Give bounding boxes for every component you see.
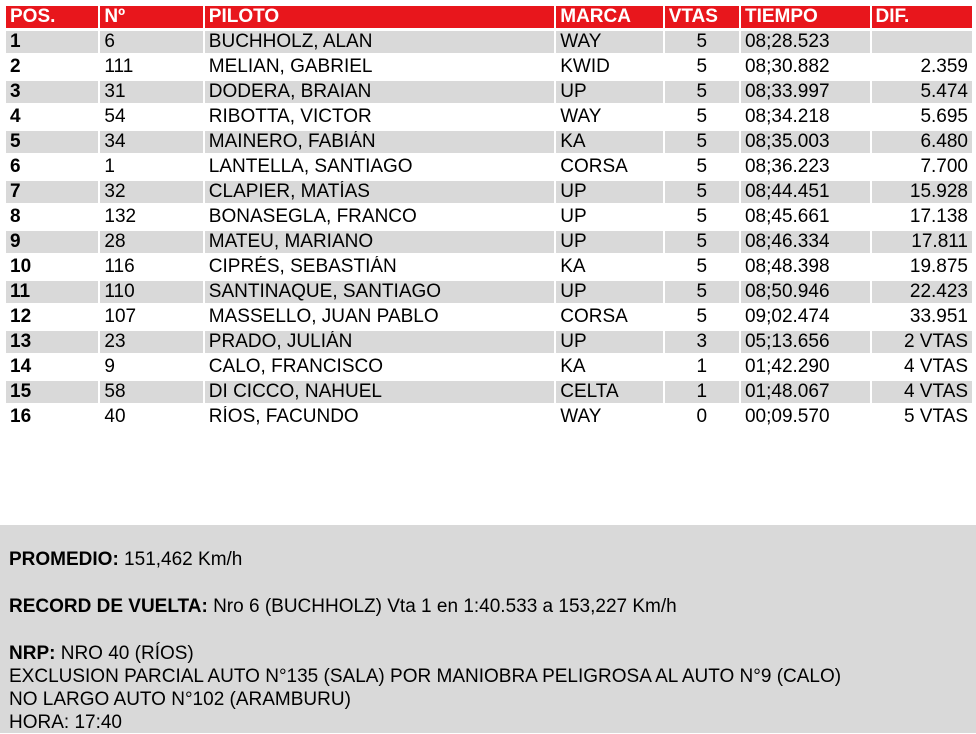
cell-vtas: 3 [665,331,739,353]
cell-pos: 14 [10,356,32,377]
cell-pos: 3 [6,81,98,103]
cell-piloto: BONASEGLA, FRANCO [208,206,417,227]
cell-vtas: 5 [696,206,708,227]
cell-vtas: 5 [696,106,708,127]
cell-vtas: 5 [665,81,739,103]
cell-marca: UP [556,181,662,203]
hora-line: HORA: 17:40 [9,712,122,733]
cell-vtas: 5 [665,231,739,253]
cell-dif: 4 VTAS [903,356,968,377]
cell-dif: 22.423 [872,281,972,303]
cell-piloto: RÍOS, FACUNDO [208,406,359,427]
cell-num: 34 [100,131,202,153]
cell-piloto: SANTINAQUE, SANTIAGO [205,281,554,303]
cell-dif: 33.951 [909,306,968,327]
cell-piloto: PRADO, JULIÁN [205,331,554,353]
cell-pos: 11 [6,281,98,303]
table-row [6,106,972,128]
cell-dif: 4 VTAS [872,381,972,403]
cell-vtas: 0 [696,406,708,427]
cell-dif: 17.811 [872,231,972,253]
cell-pos: 6 [10,156,21,177]
cell-num: 116 [104,256,135,277]
cell-pos: 9 [6,231,98,253]
results-body [6,31,972,428]
cell-piloto: MATEU, MARIANO [205,231,554,253]
no-largo-line: NO LARGO AUTO N°102 (ARAMBURU) [9,689,351,710]
cell-dif: 5.695 [920,106,968,127]
cell-tiempo: 08;44.451 [741,181,870,203]
cell-vtas: 5 [696,56,708,77]
cell-marca: WAY [560,106,602,127]
cell-vtas: 5 [696,256,708,277]
cell-tiempo: 08;50.946 [741,281,870,303]
cell-piloto: DODERA, BRAIAN [205,81,554,103]
cell-piloto: MASSELLO, JUAN PABLO [208,306,439,327]
cell-dif: 19.875 [909,256,968,277]
cell-pos: 1 [6,31,98,53]
cell-tiempo: 08;46.334 [741,231,870,253]
cell-num: 54 [104,106,126,127]
summary-panel [0,525,976,733]
table-row [6,406,972,428]
cell-num: 23 [100,331,202,353]
cell-dif: 7.700 [920,156,968,177]
cell-num: 1 [104,156,115,177]
nrp-line [9,642,194,665]
cell-num: 31 [100,81,202,103]
cell-dif: 5 VTAS [903,406,968,427]
cell-pos: 12 [10,306,32,327]
cell-dif [872,31,972,53]
header-num: Nº [100,6,202,28]
cell-marca: UP [556,81,662,103]
cell-piloto: RIBOTTA, VICTOR [208,106,372,127]
cell-piloto: CALO, FRANCISCO [208,356,383,377]
cell-tiempo: 08;36.223 [744,156,830,177]
cell-pos: 8 [10,206,21,227]
results-table [4,3,974,431]
table-row [6,281,972,303]
cell-piloto: LANTELLA, SANTIAGO [208,156,413,177]
header-vtas: VTAS [665,6,739,28]
cell-tiempo: 01;48.067 [741,381,870,403]
cell-pos: 7 [6,181,98,203]
cell-num: 6 [100,31,202,53]
cell-vtas: 5 [665,131,739,153]
cell-dif: 5.474 [872,81,972,103]
cell-vtas: 1 [665,381,739,403]
cell-num: 132 [104,206,137,227]
cell-dif: 2.359 [920,56,968,77]
record-line [9,595,677,618]
table-row [6,56,972,78]
cell-piloto: CIPRÉS, SEBASTIÁN [208,256,397,277]
cell-piloto: BUCHHOLZ, ALAN [205,31,554,53]
cell-marca: CELTA [556,381,662,403]
cell-tiempo: 08;33.997 [741,81,870,103]
cell-num: 110 [100,281,202,303]
cell-num: 58 [100,381,202,403]
cell-tiempo: 08;34.218 [744,106,830,127]
nrp-value: NRO 40 (RÍOS) [55,643,194,664]
table-row [6,156,972,178]
table-row [6,256,972,278]
table-row [6,306,972,328]
cell-dif: 17.138 [909,206,968,227]
record-value: Nro 6 (BUCHHOLZ) Vta 1 en 1:40.533 a 153,227 Km/h [207,596,677,617]
cell-piloto: MELIAN, GABRIEL [208,56,373,77]
cell-tiempo: 01;42.290 [744,356,830,377]
table-row [6,181,972,203]
header-row [6,6,972,28]
cell-tiempo: 00;09.570 [744,406,830,427]
cell-num: 9 [104,356,115,377]
cell-marca: KWID [560,56,610,77]
cell-marca: KA [560,356,586,377]
header-pos: POS. [6,6,98,28]
table-row [6,131,972,153]
table-row [6,81,972,103]
cell-marca: UP [556,231,662,253]
promedio-value: 151,462 Km/h [118,549,243,570]
promedio-line [9,548,242,571]
cell-pos: 15 [6,381,98,403]
cell-marca: UP [556,281,662,303]
table-row [6,206,972,228]
cell-piloto: CLAPIER, MATÍAS [205,181,554,203]
cell-vtas: 5 [665,281,739,303]
table-row [6,31,972,53]
cell-tiempo: 08;48.398 [744,256,830,277]
cell-dif: 15.928 [872,181,972,203]
cell-piloto: MAINERO, FABIÁN [205,131,554,153]
cell-num: 32 [100,181,202,203]
cell-dif: 6.480 [872,131,972,153]
cell-pos: 13 [6,331,98,353]
cell-tiempo: 05;13.656 [741,331,870,353]
record-label: RECORD DE VUELTA: [9,596,208,617]
cell-pos: 4 [10,106,21,127]
cell-num: 111 [104,56,134,77]
header-tiempo: TIEMPO [741,6,870,28]
cell-marca: WAY [556,31,662,53]
table-row [6,381,972,403]
cell-tiempo: 08;45.661 [744,206,830,227]
cell-num: 107 [104,306,137,327]
cell-tiempo: 08;35.003 [741,131,870,153]
table-row [6,231,972,253]
cell-marca: KA [560,256,586,277]
cell-marca: CORSA [560,306,628,327]
cell-pos: 5 [6,131,98,153]
cell-piloto: DI CICCO, NAHUEL [205,381,554,403]
cell-vtas: 5 [696,156,708,177]
cell-marca: CORSA [560,156,628,177]
cell-vtas: 5 [665,31,739,53]
header-dif: DIF. [872,6,972,28]
cell-tiempo: 08;28.523 [741,31,870,53]
cell-marca: UP [556,331,662,353]
header-marca: MARCA [556,6,662,28]
cell-pos: 16 [10,406,32,427]
promedio-label: PROMEDIO: [9,549,119,570]
cell-num: 40 [104,406,126,427]
cell-vtas: 1 [696,356,708,377]
cell-marca: UP [560,206,587,227]
cell-marca: WAY [560,406,602,427]
cell-tiempo: 08;30.882 [744,56,830,77]
cell-vtas: 5 [696,306,708,327]
table-row [6,356,972,378]
exclusion-line: EXCLUSION PARCIAL AUTO N°135 (SALA) POR MANIOBRA PELIGROSA AL AUTO N°9 (CALO) [9,666,842,687]
cell-dif: 2 VTAS [872,331,972,353]
cell-marca: KA [556,131,662,153]
nrp-label: NRP: [9,643,56,664]
table-row [6,331,972,353]
cell-tiempo: 09;02.474 [744,306,830,327]
cell-num: 28 [100,231,202,253]
cell-pos: 2 [10,56,21,77]
header-piloto: PILOTO [205,6,554,28]
cell-vtas: 5 [665,181,739,203]
cell-pos: 10 [10,256,32,277]
